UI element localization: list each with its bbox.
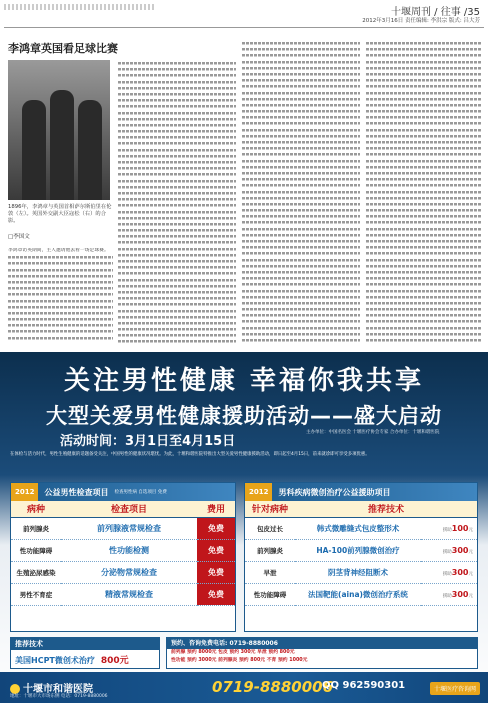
- photo-caption: 1896年，李鸿章与英国首相萨尔斯伯里在伦敦（左）。英国外交副大臣寇松（右）的合影。: [8, 204, 112, 224]
- table-row: [11, 517, 235, 539]
- row-fee: 免费: [197, 517, 235, 539]
- row-disease: 早泄: [245, 561, 295, 583]
- qq-number: QQ 962590301: [322, 680, 406, 691]
- table-row: [11, 539, 235, 561]
- row-disease: 生殖泌尿感染: [11, 561, 61, 583]
- table-row: [245, 561, 477, 583]
- text-column-3: [242, 40, 360, 350]
- row-price: 援助300元: [421, 583, 477, 605]
- table-row: [245, 583, 477, 605]
- col-header-tech: 推荐技术: [295, 501, 477, 517]
- text-column-2: [118, 60, 236, 350]
- booking-line: 性功能 预约 3000元 前列腺炎 预约 800元 不育 预约 1000元: [171, 658, 308, 663]
- row-item: 前列腺液常规检查: [61, 517, 197, 539]
- page-header: [0, 0, 488, 30]
- row-fee: 免费: [197, 539, 235, 561]
- row-disease: 包皮过长: [245, 517, 295, 539]
- row-fee: 免费: [197, 561, 235, 583]
- hotline-number: 0719-8880006: [212, 678, 334, 696]
- checkup-table: [11, 501, 235, 606]
- booking-box: [166, 637, 478, 669]
- treatment-box: [244, 482, 478, 632]
- hospital-name: 十堰市和谐医院: [10, 680, 93, 695]
- table-row: [245, 517, 477, 539]
- text-column-4: [366, 40, 482, 350]
- hospital-address: 地址：十堰市大市场东侧 电话：0719-8880006: [10, 694, 108, 699]
- article-author: □李国文: [8, 234, 30, 240]
- section-title: 十堰周刊 / 往事 /35: [391, 7, 480, 18]
- checkup-box: [10, 482, 236, 632]
- recommend-item: 美国HCPT微创术治疗 800元: [15, 656, 129, 666]
- col-header-item: 检查项目: [61, 501, 197, 517]
- col-header-disease: 病种: [11, 501, 61, 517]
- booking-line: 前列腺 预约 8000元 包皮 预约 300元 早泄 预约 800元: [171, 650, 295, 655]
- row-disease: 性功能障碍: [245, 583, 295, 605]
- ad-intro-text: 在体检与活力时代，男性生殖健康的话题备受关注，中国男性的健康状况堪忧。为此，十堰和谐医院特推出大型关爱男性健康援助活动，即日起至4月15日，前来就诊即可享受多项优惠。: [10, 452, 370, 457]
- advertisement: [0, 352, 488, 703]
- table-row: [11, 583, 235, 605]
- checkup-box-header: [11, 483, 235, 501]
- recommend-price: 800元: [100, 656, 129, 666]
- col-header-fee: 费用: [197, 501, 235, 517]
- treatment-title: 男科疾病微创治疗公益援助项目: [278, 487, 391, 497]
- row-item: 性功能检测: [61, 539, 197, 561]
- ad-headline: 大型关爱男性健康援助活动——盛大启动: [46, 404, 442, 428]
- ad-organizers: 主办单位：中国名医会 十堰医疗协会专家 合办单位：十堰和谐医院: [306, 430, 440, 435]
- row-price: 援助300元: [421, 539, 477, 561]
- table-row: [11, 561, 235, 583]
- row-tech: 阴茎背神经阻断术: [295, 561, 421, 583]
- treatment-table: [245, 501, 477, 606]
- row-price: 援助100元: [421, 517, 477, 539]
- row-tech: HA-100前列腺微创治疗: [295, 539, 421, 561]
- row-disease: 性功能障碍: [11, 539, 61, 561]
- checkup-year: 2012: [11, 483, 38, 501]
- row-item: 分泌物常规检查: [61, 561, 197, 583]
- photo-figure-right: [78, 100, 102, 200]
- col-header-disease: 针对病种: [245, 501, 295, 517]
- table-header-row: [11, 501, 235, 517]
- article-photo: [8, 60, 110, 200]
- row-disease: 前列腺炎: [11, 517, 61, 539]
- booking-title: 预约、咨询免费电话: 0719-8880006: [167, 638, 477, 649]
- treatment-year: 2012: [245, 483, 272, 501]
- body-preview: 李鸿章访英期间，主人邀请他去看一场足球赛。: [8, 248, 109, 253]
- row-item: 精液常规检查: [61, 583, 197, 605]
- ad-slogan: 关注男性健康 幸福你我共享: [63, 366, 425, 396]
- article-title: 李鸿章英国看足球比赛: [8, 42, 118, 55]
- treatment-box-header: [245, 483, 477, 501]
- row-price: 援助300元: [421, 561, 477, 583]
- header-decoration: [4, 4, 154, 10]
- row-tech: 法国靶能(aina)微创治疗系统: [295, 583, 421, 605]
- ad-event-time: 活动时间：3月1日至4月15日: [60, 434, 236, 449]
- checkup-subtitle: 检查男性病 自选项目 免费: [114, 490, 167, 495]
- photo-figure-left: [22, 100, 46, 200]
- row-tech: 韩式微雕缝式包皮整形术: [295, 517, 421, 539]
- recommend-title: 推荐技术: [11, 638, 159, 650]
- ad-footer: [0, 672, 488, 703]
- table-header-row: [245, 501, 477, 517]
- photo-figure-center: [50, 90, 74, 200]
- website-badge: 十堰医疗咨询网: [430, 682, 480, 695]
- checkup-title: 公益男性检查项目: [44, 487, 109, 497]
- row-disease: 男性不育症: [11, 583, 61, 605]
- text-column-1: [8, 248, 113, 348]
- header-rule: [4, 27, 484, 28]
- row-fee: 免费: [197, 583, 235, 605]
- recommend-box: [10, 637, 160, 669]
- row-disease: 前列腺炎: [245, 539, 295, 561]
- date-line: 2012年3月16日 责任编辑: 李洪宗 版式: 吕大芳: [362, 18, 480, 24]
- table-row: [245, 539, 477, 561]
